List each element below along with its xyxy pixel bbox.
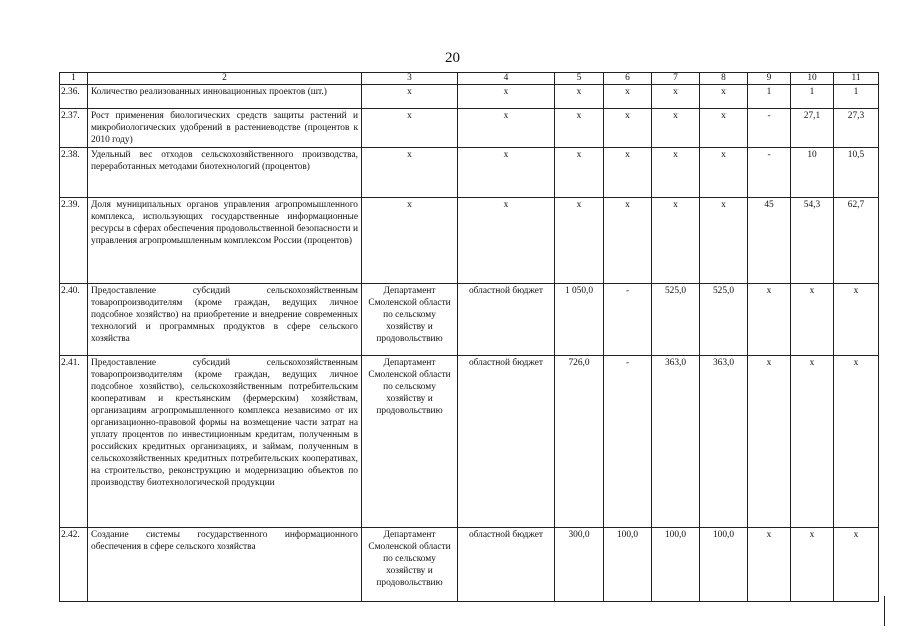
executor-cell: Департамент Смоленской области по сельскому хозяйству и продовольствию — [362, 284, 458, 356]
value-col6: 100,0 — [604, 528, 652, 602]
value-col9: х — [748, 284, 791, 356]
margin-line — [884, 596, 885, 626]
value-col6: х — [604, 109, 652, 148]
column-header: 3 — [362, 73, 458, 85]
value-col10: 10 — [791, 148, 834, 198]
column-header: 9 — [748, 73, 791, 85]
value-col7: х — [652, 85, 700, 109]
row-number: 2.40. — [60, 284, 88, 356]
value-col6: х — [604, 198, 652, 284]
value-col8: х — [700, 109, 748, 148]
value-col8: 363,0 — [700, 356, 748, 528]
row-name: Создание системы государственного информационного обеспечения в сфере сельского хозяйства — [88, 528, 362, 602]
value-col9: 45 — [748, 198, 791, 284]
executor-cell: Департамент Смоленской области по сельскому хозяйству и продовольствию — [362, 528, 458, 602]
value-col11: 62,7 — [834, 198, 879, 284]
column-header: 5 — [555, 73, 604, 85]
program-table — [59, 72, 879, 602]
table-row — [60, 109, 879, 148]
row-number: 2.36. — [60, 85, 88, 109]
value-col5: х — [555, 85, 604, 109]
column-header: 2 — [88, 73, 362, 85]
column-header: 1 — [60, 73, 88, 85]
value-col6: - — [604, 284, 652, 356]
column-header: 4 — [458, 73, 555, 85]
row-name: Доля муниципальных органов управления агропромышленного комплекса, использующих государственные информационные ресурсы в сферах обеспечения продовольственной безопасности и управления агропромышленным комплексом России (процентов) — [88, 198, 362, 284]
column-header: 11 — [834, 73, 879, 85]
row-number: 2.41. — [60, 356, 88, 528]
value-col5: 300,0 — [555, 528, 604, 602]
executor-cell: Департамент Смоленской области по сельскому хозяйству и продовольствию — [362, 356, 458, 528]
column-header: 10 — [791, 73, 834, 85]
value-col11: х — [834, 284, 879, 356]
value-col10: 1 — [791, 85, 834, 109]
column-number-row — [60, 73, 879, 85]
value-col7: х — [652, 148, 700, 198]
value-col9: х — [748, 528, 791, 602]
value-col8: х — [700, 198, 748, 284]
value-col7: 100,0 — [652, 528, 700, 602]
executor-cell: х — [362, 198, 458, 284]
value-col6: - — [604, 356, 652, 528]
value-col8: 100,0 — [700, 528, 748, 602]
funding-source-cell: х — [458, 198, 555, 284]
row-name: Предоставление субсидий сельскохозяйственным товаропроизводителям (кроме граждан, ведущих личное подсобное хозяйство), сельскохозяйственным потребительским кооперативам и крестьянским (фермерским) хозяйствам, организациям агропромышленного комплекса независимо от их организационно-правовой формы на возмещение части затрат на уплату процентов по инвестиционным кредитам, полученным в российских кредитных организациях, и займам, полученным в сельскохозяйственных кредитных потребительских кооперативах, на строительство, реконструкцию и модернизацию объектов по производству биотехнологической продукции — [88, 356, 362, 528]
executor-cell: х — [362, 148, 458, 198]
funding-source-cell: х — [458, 109, 555, 148]
value-col6: х — [604, 148, 652, 198]
table-row — [60, 148, 879, 198]
value-col8: х — [700, 148, 748, 198]
column-header: 7 — [652, 73, 700, 85]
row-name: Количество реализованных инновационных проектов (шт.) — [88, 85, 362, 109]
value-col5: х — [555, 109, 604, 148]
value-col5: 1 050,0 — [555, 284, 604, 356]
table-row — [60, 198, 879, 284]
value-col11: 27,3 — [834, 109, 879, 148]
value-col9: х — [748, 356, 791, 528]
value-col8: х — [700, 85, 748, 109]
value-col9: - — [748, 109, 791, 148]
table-row — [60, 528, 879, 602]
column-header: 8 — [700, 73, 748, 85]
value-col9: 1 — [748, 85, 791, 109]
executor-cell: х — [362, 109, 458, 148]
table-row — [60, 356, 879, 528]
row-number: 2.42. — [60, 528, 88, 602]
page-number: 20 — [445, 50, 460, 66]
funding-source-cell: областной бюджет — [458, 284, 555, 356]
value-col10: х — [791, 284, 834, 356]
value-col7: х — [652, 109, 700, 148]
row-name: Удельный вес отходов сельскохозяйственного производства, переработанных методами биотехнологий (процентов) — [88, 148, 362, 198]
value-col10: х — [791, 528, 834, 602]
value-col6: х — [604, 85, 652, 109]
value-col11: х — [834, 356, 879, 528]
value-col7: 363,0 — [652, 356, 700, 528]
value-col7: х — [652, 198, 700, 284]
value-col11: 1 — [834, 85, 879, 109]
value-col10: 54,3 — [791, 198, 834, 284]
row-number: 2.37. — [60, 109, 88, 148]
value-col11: 10,5 — [834, 148, 879, 198]
funding-source-cell: х — [458, 85, 555, 109]
executor-cell: х — [362, 85, 458, 109]
funding-source-cell: областной бюджет — [458, 356, 555, 528]
row-number: 2.38. — [60, 148, 88, 198]
value-col5: х — [555, 148, 604, 198]
row-number: 2.39. — [60, 198, 88, 284]
funding-source-cell: х — [458, 148, 555, 198]
value-col7: 525,0 — [652, 284, 700, 356]
funding-source-cell: областной бюджет — [458, 528, 555, 602]
value-col5: 726,0 — [555, 356, 604, 528]
value-col9: - — [748, 148, 791, 198]
value-col5: х — [555, 198, 604, 284]
table-row — [60, 284, 879, 356]
row-name: Предоставление субсидий сельскохозяйственным товаропроизводителям (кроме граждан, ведущих личное подсобное хозяйство) на приобретение и внедрение современных технологий и программных продуктов в сфере сельского хозяйства — [88, 284, 362, 356]
value-col10: х — [791, 356, 834, 528]
row-name: Рост применения биологических средств защиты растений и микробиологических удобрений в растениеводстве (процентов к 2010 году) — [88, 109, 362, 148]
table-row — [60, 85, 879, 109]
value-col11: х — [834, 528, 879, 602]
value-col8: 525,0 — [700, 284, 748, 356]
column-header: 6 — [604, 73, 652, 85]
value-col10: 27,1 — [791, 109, 834, 148]
